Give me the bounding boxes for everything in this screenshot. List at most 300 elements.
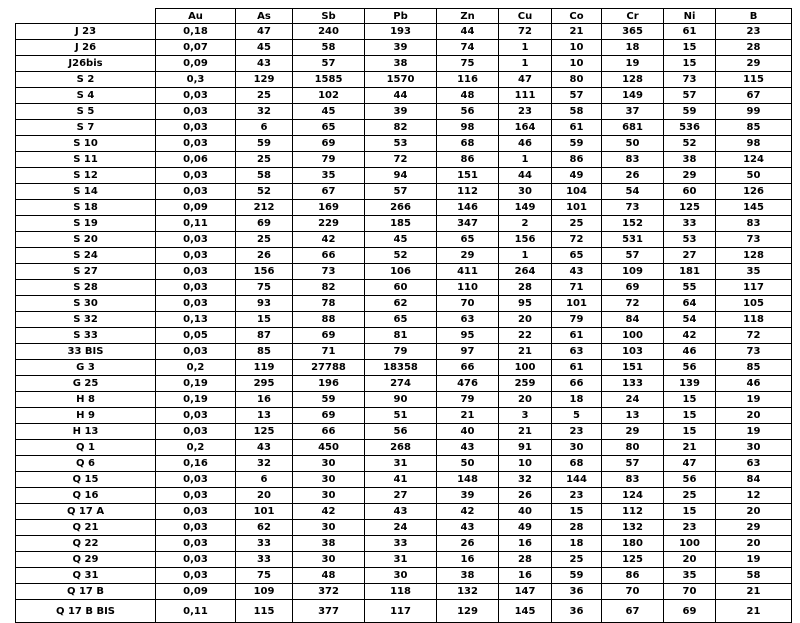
- value-cell: 52: [236, 184, 293, 200]
- value-cell: 32: [236, 104, 293, 120]
- value-cell: 118: [365, 584, 437, 600]
- table-row: [16, 456, 792, 472]
- value-cell: 169: [293, 200, 365, 216]
- value-cell: 57: [552, 88, 602, 104]
- value-cell: 55: [664, 280, 716, 296]
- value-cell: 58: [552, 104, 602, 120]
- value-cell: 104: [552, 184, 602, 200]
- value-cell: 88: [293, 312, 365, 328]
- value-cell: 35: [716, 264, 792, 280]
- value-cell: 60: [664, 184, 716, 200]
- value-cell: 15: [664, 408, 716, 424]
- value-cell: 118: [716, 312, 792, 328]
- sample-id-cell: J 23: [16, 24, 156, 40]
- value-cell: 19: [602, 56, 664, 72]
- value-cell: 100: [602, 328, 664, 344]
- value-cell: 149: [602, 88, 664, 104]
- value-cell: 59: [664, 104, 716, 120]
- value-cell: 144: [552, 472, 602, 488]
- value-cell: 13: [236, 408, 293, 424]
- value-cell: 56: [664, 360, 716, 376]
- value-cell: 0,13: [156, 312, 236, 328]
- value-cell: 0,03: [156, 168, 236, 184]
- value-cell: 0,03: [156, 184, 236, 200]
- sample-id-cell: Q 17 A: [16, 504, 156, 520]
- table-row: [16, 56, 792, 72]
- value-cell: 83: [602, 152, 664, 168]
- value-cell: 0,03: [156, 488, 236, 504]
- value-cell: 42: [293, 232, 365, 248]
- value-cell: 476: [437, 376, 499, 392]
- table-row: [16, 536, 792, 552]
- value-cell: 65: [437, 232, 499, 248]
- sample-id-cell: J26bis: [16, 56, 156, 72]
- value-cell: 25: [236, 88, 293, 104]
- value-cell: 46: [664, 344, 716, 360]
- value-cell: 145: [716, 200, 792, 216]
- value-cell: 26: [437, 536, 499, 552]
- sample-id-cell: Q 6: [16, 456, 156, 472]
- value-cell: 33: [236, 536, 293, 552]
- value-cell: 0,03: [156, 344, 236, 360]
- value-cell: 57: [602, 248, 664, 264]
- value-cell: 0,11: [156, 600, 236, 623]
- value-cell: 117: [365, 600, 437, 623]
- value-cell: 0,03: [156, 472, 236, 488]
- value-cell: 19: [716, 552, 792, 568]
- value-cell: 377: [293, 600, 365, 623]
- value-cell: 48: [293, 568, 365, 584]
- value-cell: 193: [365, 24, 437, 40]
- value-cell: 69: [293, 136, 365, 152]
- value-cell: 79: [437, 392, 499, 408]
- value-cell: 105: [716, 296, 792, 312]
- value-cell: 139: [664, 376, 716, 392]
- value-cell: 128: [602, 72, 664, 88]
- value-cell: 111: [499, 88, 552, 104]
- value-cell: 0,05: [156, 328, 236, 344]
- value-cell: 85: [236, 344, 293, 360]
- column-header-1: Au: [156, 9, 236, 24]
- value-cell: 36: [552, 600, 602, 623]
- value-cell: 20: [664, 552, 716, 568]
- value-cell: 156: [236, 264, 293, 280]
- value-cell: 0,03: [156, 296, 236, 312]
- value-cell: 57: [664, 88, 716, 104]
- value-cell: 0,03: [156, 104, 236, 120]
- value-cell: 0,03: [156, 520, 236, 536]
- value-cell: 44: [365, 88, 437, 104]
- value-cell: 20: [499, 392, 552, 408]
- value-cell: 15: [552, 504, 602, 520]
- value-cell: 90: [365, 392, 437, 408]
- value-cell: 65: [293, 120, 365, 136]
- value-cell: 42: [293, 504, 365, 520]
- value-cell: 32: [499, 472, 552, 488]
- value-cell: 109: [236, 584, 293, 600]
- value-cell: 115: [716, 72, 792, 88]
- value-cell: 0,18: [156, 24, 236, 40]
- sample-id-cell: G 25: [16, 376, 156, 392]
- value-cell: 181: [664, 264, 716, 280]
- value-cell: 30: [293, 520, 365, 536]
- value-cell: 68: [552, 456, 602, 472]
- value-cell: 43: [437, 440, 499, 456]
- value-cell: 30: [293, 552, 365, 568]
- value-cell: 1: [499, 56, 552, 72]
- table-body: [16, 24, 792, 623]
- sample-id-cell: S 14: [16, 184, 156, 200]
- value-cell: 61: [664, 24, 716, 40]
- value-cell: 149: [499, 200, 552, 216]
- value-cell: 71: [293, 344, 365, 360]
- value-cell: 28: [499, 280, 552, 296]
- value-cell: 30: [552, 440, 602, 456]
- value-cell: 1: [499, 152, 552, 168]
- value-cell: 47: [499, 72, 552, 88]
- value-cell: 28: [499, 552, 552, 568]
- value-cell: 20: [716, 504, 792, 520]
- value-cell: 45: [293, 104, 365, 120]
- table-row: [16, 568, 792, 584]
- value-cell: 28: [552, 520, 602, 536]
- value-cell: 79: [365, 344, 437, 360]
- value-cell: 79: [552, 312, 602, 328]
- value-cell: 0,16: [156, 456, 236, 472]
- value-cell: 68: [437, 136, 499, 152]
- value-cell: 180: [602, 536, 664, 552]
- sample-id-cell: S 19: [16, 216, 156, 232]
- value-cell: 185: [365, 216, 437, 232]
- value-cell: 59: [552, 568, 602, 584]
- value-cell: 72: [716, 328, 792, 344]
- sample-id-cell: 33 BIS: [16, 344, 156, 360]
- value-cell: 33: [236, 552, 293, 568]
- value-cell: 33: [664, 216, 716, 232]
- value-cell: 10: [552, 40, 602, 56]
- table-row: [16, 120, 792, 136]
- value-cell: 30: [293, 488, 365, 504]
- value-cell: 31: [365, 552, 437, 568]
- value-cell: 0,03: [156, 120, 236, 136]
- value-cell: 133: [602, 376, 664, 392]
- value-cell: 23: [499, 104, 552, 120]
- table-row: [16, 40, 792, 56]
- sample-id-cell: Q 29: [16, 552, 156, 568]
- table-row: [16, 104, 792, 120]
- value-cell: 66: [293, 248, 365, 264]
- value-cell: 229: [293, 216, 365, 232]
- value-cell: 23: [552, 488, 602, 504]
- header-corner-cell: [16, 9, 156, 24]
- value-cell: 24: [602, 392, 664, 408]
- value-cell: 78: [293, 296, 365, 312]
- value-cell: 58: [293, 40, 365, 56]
- value-cell: 0,03: [156, 248, 236, 264]
- value-cell: 83: [716, 216, 792, 232]
- value-cell: 3: [499, 408, 552, 424]
- value-cell: 50: [437, 456, 499, 472]
- sample-id-cell: S 12: [16, 168, 156, 184]
- value-cell: 145: [499, 600, 552, 623]
- value-cell: 52: [365, 248, 437, 264]
- value-cell: 15: [236, 312, 293, 328]
- value-cell: 129: [437, 600, 499, 623]
- value-cell: 44: [437, 24, 499, 40]
- value-cell: 38: [365, 56, 437, 72]
- value-cell: 102: [293, 88, 365, 104]
- value-cell: 274: [365, 376, 437, 392]
- value-cell: 151: [437, 168, 499, 184]
- value-cell: 70: [437, 296, 499, 312]
- value-cell: 52: [664, 136, 716, 152]
- value-cell: 46: [499, 136, 552, 152]
- sample-id-cell: Q 1: [16, 440, 156, 456]
- sample-id-cell: Q 17 B: [16, 584, 156, 600]
- value-cell: 295: [236, 376, 293, 392]
- sample-id-cell: H 13: [16, 424, 156, 440]
- table-header-row: [16, 9, 792, 24]
- value-cell: 18: [552, 536, 602, 552]
- value-cell: 44: [499, 168, 552, 184]
- value-cell: 0,2: [156, 440, 236, 456]
- column-header-4: Pb: [365, 9, 437, 24]
- value-cell: 63: [437, 312, 499, 328]
- value-cell: 54: [602, 184, 664, 200]
- value-cell: 19: [716, 392, 792, 408]
- value-cell: 10: [499, 456, 552, 472]
- value-cell: 132: [437, 584, 499, 600]
- value-cell: 28: [716, 40, 792, 56]
- value-cell: 57: [365, 184, 437, 200]
- value-cell: 49: [499, 520, 552, 536]
- value-cell: 0,2: [156, 360, 236, 376]
- value-cell: 65: [365, 312, 437, 328]
- value-cell: 45: [236, 40, 293, 56]
- table-row: [16, 520, 792, 536]
- value-cell: 35: [664, 568, 716, 584]
- value-cell: 16: [499, 568, 552, 584]
- value-cell: 80: [552, 72, 602, 88]
- value-cell: 0,03: [156, 504, 236, 520]
- value-cell: 43: [552, 264, 602, 280]
- value-cell: 69: [664, 600, 716, 623]
- value-cell: 20: [716, 536, 792, 552]
- value-cell: 0,03: [156, 280, 236, 296]
- value-cell: 16: [499, 536, 552, 552]
- value-cell: 43: [236, 56, 293, 72]
- value-cell: 16: [437, 552, 499, 568]
- value-cell: 15: [664, 40, 716, 56]
- sample-id-cell: Q 21: [16, 520, 156, 536]
- value-cell: 100: [664, 536, 716, 552]
- value-cell: 67: [716, 88, 792, 104]
- table-row: [16, 504, 792, 520]
- value-cell: 151: [602, 360, 664, 376]
- value-cell: 100: [499, 360, 552, 376]
- value-cell: 50: [602, 136, 664, 152]
- value-cell: 37: [602, 104, 664, 120]
- value-cell: 38: [437, 568, 499, 584]
- value-cell: 42: [437, 504, 499, 520]
- value-cell: 97: [437, 344, 499, 360]
- value-cell: 59: [293, 392, 365, 408]
- table-row: [16, 216, 792, 232]
- value-cell: 0,06: [156, 152, 236, 168]
- value-cell: 21: [716, 584, 792, 600]
- value-cell: 80: [602, 440, 664, 456]
- value-cell: 259: [499, 376, 552, 392]
- sample-id-cell: S 32: [16, 312, 156, 328]
- value-cell: 85: [716, 360, 792, 376]
- value-cell: 21: [716, 600, 792, 623]
- sample-id-cell: Q 22: [16, 536, 156, 552]
- element-concentration-table: [15, 8, 792, 623]
- value-cell: 31: [365, 456, 437, 472]
- value-cell: 69: [293, 328, 365, 344]
- value-cell: 63: [552, 344, 602, 360]
- value-cell: 20: [499, 312, 552, 328]
- value-cell: 70: [664, 584, 716, 600]
- table-row: [16, 376, 792, 392]
- value-cell: 53: [365, 136, 437, 152]
- value-cell: 23: [552, 424, 602, 440]
- sample-id-cell: Q 17 B BIS: [16, 600, 156, 623]
- value-cell: 1570: [365, 72, 437, 88]
- value-cell: 73: [664, 72, 716, 88]
- value-cell: 75: [437, 56, 499, 72]
- sample-id-cell: S 5: [16, 104, 156, 120]
- value-cell: 128: [716, 248, 792, 264]
- table-row: [16, 88, 792, 104]
- value-cell: 95: [437, 328, 499, 344]
- table-row: [16, 344, 792, 360]
- column-header-7: Co: [552, 9, 602, 24]
- column-header-3: Sb: [293, 9, 365, 24]
- table-row: [16, 552, 792, 568]
- value-cell: 129: [236, 72, 293, 88]
- value-cell: 27: [365, 488, 437, 504]
- value-cell: 266: [365, 200, 437, 216]
- value-cell: 47: [236, 24, 293, 40]
- value-cell: 73: [602, 200, 664, 216]
- value-cell: 15: [664, 392, 716, 408]
- sample-id-cell: S 20: [16, 232, 156, 248]
- value-cell: 112: [602, 504, 664, 520]
- value-cell: 25: [236, 232, 293, 248]
- value-cell: 152: [602, 216, 664, 232]
- column-header-2: As: [236, 9, 293, 24]
- value-cell: 47: [664, 456, 716, 472]
- value-cell: 18: [602, 40, 664, 56]
- sample-id-cell: S 28: [16, 280, 156, 296]
- table-row: [16, 264, 792, 280]
- value-cell: 1: [499, 248, 552, 264]
- value-cell: 41: [365, 472, 437, 488]
- value-cell: 64: [664, 296, 716, 312]
- table-row: [16, 296, 792, 312]
- value-cell: 124: [602, 488, 664, 504]
- value-cell: 40: [499, 504, 552, 520]
- value-cell: 119: [236, 360, 293, 376]
- value-cell: 21: [552, 24, 602, 40]
- value-cell: 1585: [293, 72, 365, 88]
- value-cell: 5: [552, 408, 602, 424]
- column-header-9: Ni: [664, 9, 716, 24]
- value-cell: 67: [602, 600, 664, 623]
- table-row: [16, 312, 792, 328]
- sample-id-cell: S 7: [16, 120, 156, 136]
- value-cell: 25: [236, 152, 293, 168]
- value-cell: 79: [293, 152, 365, 168]
- table-row: [16, 424, 792, 440]
- value-cell: 0,03: [156, 424, 236, 440]
- value-cell: 72: [602, 296, 664, 312]
- value-cell: 0,03: [156, 552, 236, 568]
- value-cell: 30: [293, 456, 365, 472]
- sample-id-cell: S 10: [16, 136, 156, 152]
- sample-id-cell: Q 15: [16, 472, 156, 488]
- value-cell: 115: [236, 600, 293, 623]
- value-cell: 54: [664, 312, 716, 328]
- value-cell: 116: [437, 72, 499, 88]
- sample-id-cell: S 30: [16, 296, 156, 312]
- value-cell: 132: [602, 520, 664, 536]
- value-cell: 65: [552, 248, 602, 264]
- value-cell: 106: [365, 264, 437, 280]
- value-cell: 0,03: [156, 88, 236, 104]
- value-cell: 59: [236, 136, 293, 152]
- value-cell: 86: [602, 568, 664, 584]
- column-header-8: Cr: [602, 9, 664, 24]
- value-cell: 15: [664, 424, 716, 440]
- value-cell: 56: [365, 424, 437, 440]
- table-row: [16, 200, 792, 216]
- table-row: [16, 440, 792, 456]
- table-row: [16, 472, 792, 488]
- value-cell: 36: [552, 584, 602, 600]
- sample-id-cell: J 26: [16, 40, 156, 56]
- table-row: [16, 24, 792, 40]
- table-row: [16, 408, 792, 424]
- value-cell: 26: [602, 168, 664, 184]
- value-cell: 22: [499, 328, 552, 344]
- value-cell: 0,09: [156, 200, 236, 216]
- value-cell: 61: [552, 328, 602, 344]
- value-cell: 0,19: [156, 392, 236, 408]
- value-cell: 75: [236, 280, 293, 296]
- value-cell: 18358: [365, 360, 437, 376]
- sample-id-cell: Q 31: [16, 568, 156, 584]
- value-cell: 57: [293, 56, 365, 72]
- value-cell: 63: [716, 456, 792, 472]
- value-cell: 101: [236, 504, 293, 520]
- sample-id-cell: S 11: [16, 152, 156, 168]
- value-cell: 62: [365, 296, 437, 312]
- value-cell: 109: [602, 264, 664, 280]
- value-cell: 50: [716, 168, 792, 184]
- value-cell: 73: [716, 344, 792, 360]
- value-cell: 85: [716, 120, 792, 136]
- value-cell: 29: [716, 56, 792, 72]
- value-cell: 72: [552, 232, 602, 248]
- value-cell: 24: [365, 520, 437, 536]
- sample-id-cell: Q 16: [16, 488, 156, 504]
- value-cell: 43: [236, 440, 293, 456]
- value-cell: 67: [293, 184, 365, 200]
- value-cell: 0,03: [156, 264, 236, 280]
- value-cell: 74: [437, 40, 499, 56]
